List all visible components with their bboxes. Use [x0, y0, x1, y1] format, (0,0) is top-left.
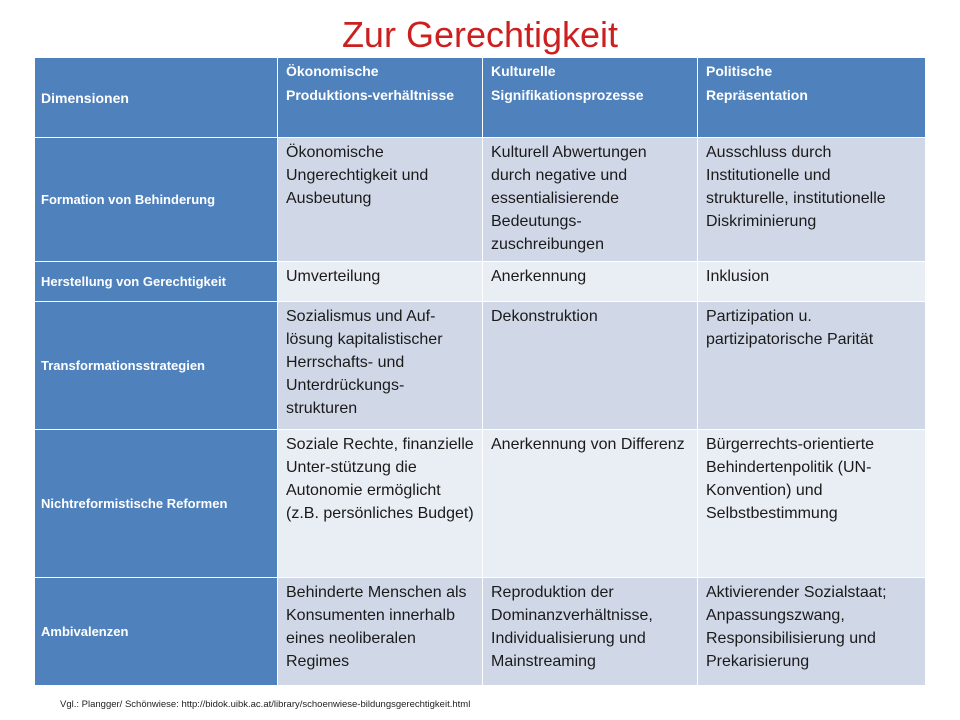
column-header-subtitle: Signifikationsprozesse — [491, 87, 644, 103]
header-row — [35, 58, 926, 138]
table-cell: Bürgerrechts-orientierte Behindertenpolitik (UN-Konvention) und Selbstbestimmung — [698, 430, 926, 578]
table-row — [35, 138, 926, 262]
table-cell: Behinderte Menschen als Konsumenten innerhalb eines neoliberalen Regimes — [278, 578, 483, 686]
table-cell: Sozialismus und Auf-lösung kapitalistischer Herrschafts- und Unterdrückungs-strukturen — [278, 302, 483, 430]
table-cell: Aktivierender Sozialstaat; Anpassungszwang, Responsibilisierung und Prekarisierung — [698, 578, 926, 686]
table-row — [35, 578, 926, 686]
column-header-political — [698, 58, 926, 138]
table-cell: Ausschluss durch Institutionelle und strukturelle, institutionelle Diskriminierung — [698, 138, 926, 262]
column-header-cultural — [483, 58, 698, 138]
table-cell: Partizipation u. partizipatorische Parität — [698, 302, 926, 430]
column-header-title: Kulturelle — [491, 63, 556, 79]
justice-table — [34, 57, 926, 686]
table-row — [35, 430, 926, 578]
page-title: Zur Gerechtigkeit — [341, 14, 619, 55]
dimensions-header: Dimensionen — [35, 58, 278, 138]
column-header-subtitle: Produktions-verhältnisse — [286, 87, 455, 103]
column-header-economic — [278, 58, 483, 138]
row-label: Nichtreformistische Reformen — [35, 430, 278, 578]
table-cell: Kulturell Abwertungen durch negative und essentialisierende Bedeutungs-zuschreibungen — [483, 138, 698, 262]
row-label: Transformationsstrategien — [35, 302, 278, 430]
table-cell: Soziale Rechte, finanzielle Unter-stützung die Autonomie ermöglicht (z.B. persönliches Budget) — [278, 430, 483, 578]
table-cell: Ökonomische Ungerechtigkeit und Ausbeutung — [278, 138, 483, 262]
table-cell: Umverteilung — [278, 262, 483, 302]
column-header-subtitle: Repräsentation — [706, 87, 808, 103]
column-header-title: Politische — [706, 63, 773, 79]
row-label: Herstellung von Gerechtigkeit — [35, 262, 278, 302]
table-cell: Dekonstruktion — [483, 302, 698, 430]
source-footnote: Vgl.: Plangger/ Schönwiese: http://bidok.uibk.ac.at/library/schoenwiese-bildungsgerechtigkeit.html — [60, 699, 471, 710]
table-cell: Anerkennung — [483, 262, 698, 302]
row-label: Formation von Behinderung — [35, 138, 278, 262]
table-row — [35, 262, 926, 302]
table-cell: Inklusion — [698, 262, 926, 302]
table-cell: Reproduktion der Dominanzverhältnisse, Individualisierung und Mainstreaming — [483, 578, 698, 686]
row-label: Ambivalenzen — [35, 578, 278, 686]
table-cell: Anerkennung von Differenz — [483, 430, 698, 578]
column-header-title: Ökonomische — [286, 63, 379, 79]
table-row — [35, 302, 926, 430]
